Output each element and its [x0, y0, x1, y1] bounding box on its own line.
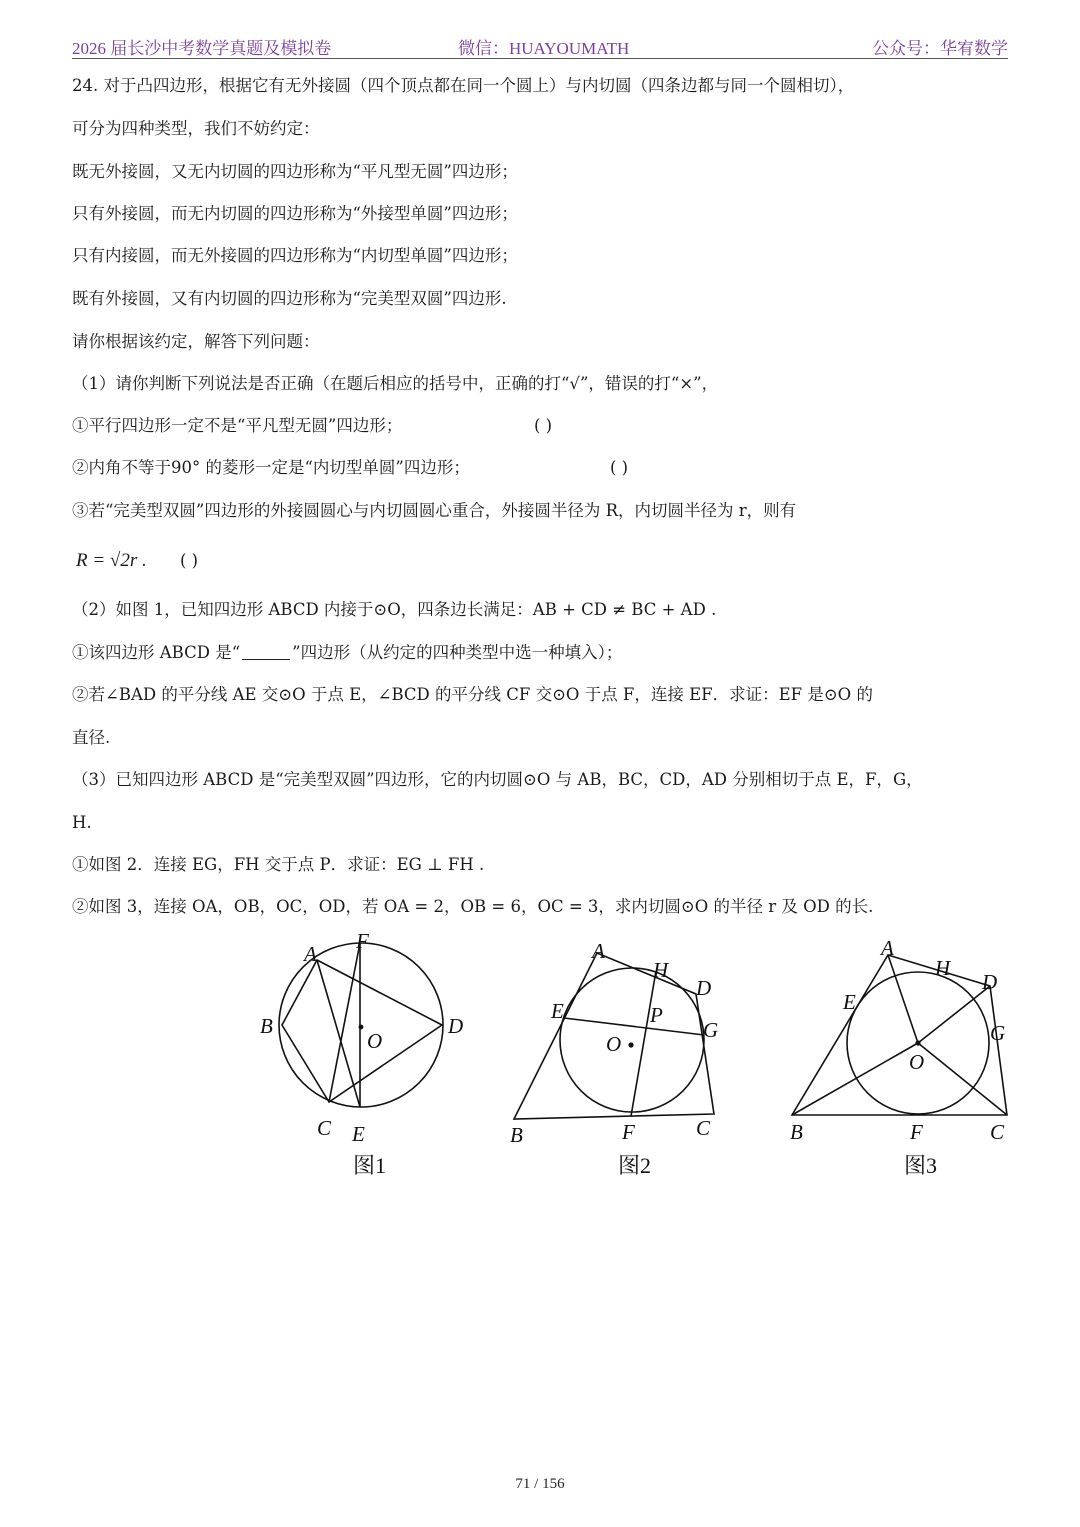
label-e: E — [551, 999, 564, 1023]
segment-ob — [792, 1043, 918, 1115]
label-e: E — [843, 990, 856, 1014]
label-f: F — [910, 1120, 923, 1144]
label-o: O — [606, 1032, 622, 1056]
label-c: C — [317, 1116, 332, 1140]
segment-fh — [631, 971, 656, 1116]
part-2-heading: （2）如图 1，已知四边形 ABCD 内接于⊙O，四条边长满足：AB + CD ≠ BC + AD . — [72, 600, 717, 619]
part-1-item-3: ③若“完美型双圆”四边形的外接圆圆心与内切圆圆心重合，外接圆半径为 R，内切圆半径为 r，则有 — [72, 501, 797, 520]
label-h: H — [653, 958, 669, 982]
problem-intro-cont: 可分为四种类型，我们不妨约定： — [72, 119, 320, 138]
label-e: E — [352, 1122, 365, 1146]
label-o: O — [909, 1050, 925, 1074]
answer-blank — [242, 643, 290, 660]
caption-fig-1: 图1 — [353, 1153, 387, 1178]
label-b: B — [790, 1120, 803, 1144]
answer-paren-3: ( ) — [180, 551, 199, 570]
definition-1: 既无外接圆，又无内切圆的四边形称为“平凡型无圆”四边形； — [72, 162, 518, 181]
figure-2 — [500, 925, 750, 1185]
segment-eg — [564, 1018, 704, 1035]
figures-row — [245, 925, 1025, 1185]
answer-paren-1: ( ) — [534, 416, 553, 435]
segment-oc — [918, 1043, 1007, 1115]
label-c: C — [990, 1120, 1005, 1144]
header-wechat: 微信：HUAYOUMATH — [458, 39, 630, 58]
bisector-ae — [317, 960, 360, 1107]
figure-1 — [245, 925, 485, 1185]
equation-r: R = √2r . — [76, 550, 147, 571]
label-a: A — [592, 939, 605, 963]
quadrilateral-abcd — [792, 955, 1007, 1115]
label-d: D — [982, 970, 998, 994]
incircle — [560, 968, 704, 1112]
segment-oa — [888, 955, 918, 1043]
part-2-item-2: ②若∠BAD 的平分线 AE 交⊙O 于点 E，∠BCD 的平分线 CF 交⊙O 于点 F，连接 EF．求证：EF 是⊙O 的 — [72, 685, 873, 704]
quadrilateral-abcd — [282, 960, 442, 1102]
label-c: C — [696, 1116, 711, 1140]
label-p: P — [650, 1003, 663, 1027]
label-h: H — [935, 956, 951, 980]
label-f: F — [622, 1120, 635, 1144]
segment-od — [918, 986, 990, 1043]
part-3-heading-cont: H. — [72, 813, 92, 832]
part-1-heading: （1）请你判断下列说法是否正确（在题后相应的括号中，正确的打“√”，错误的打“×”， — [72, 374, 719, 393]
label-o: O — [367, 1029, 383, 1053]
header-title: 2026 届长沙中考数学真题及模拟卷 — [72, 39, 332, 58]
label-g: G — [703, 1018, 719, 1042]
figure-3 — [780, 925, 1030, 1185]
definition-3: 只有内接圆，而无外接圆的四边形称为“内切型单圆”四边形； — [72, 246, 518, 265]
label-b: B — [260, 1014, 273, 1038]
label-f: F — [356, 929, 369, 953]
answer-paren-2: ( ) — [610, 458, 629, 477]
bisector-cf — [329, 943, 360, 1102]
part-3-item-2: ②如图 3，连接 OA，OB，OC，OD，若 OA = 2，OB = 6，OC = 3，求内切圆⊙O 的半径 r 及 OD 的长. — [72, 897, 874, 916]
definition-4: 既有外接圆，又有内切圆的四边形称为“完美型双圆”四边形. — [72, 289, 507, 308]
center-point — [915, 1040, 920, 1045]
header-account: 公众号：华宥数学 — [872, 39, 1008, 58]
label-g: G — [990, 1021, 1006, 1045]
header-divider — [72, 58, 1008, 59]
part-3-item-1: ①如图 2．连接 EG，FH 交于点 P．求证：EG ⊥ FH . — [72, 855, 485, 874]
label-a: A — [881, 936, 894, 960]
part-1-item-2: ②内角不等于90° 的菱形一定是“内切型单圆”四边形； — [72, 458, 470, 477]
instruction: 请你根据该约定，解答下列问题： — [72, 332, 320, 351]
page-header — [72, 34, 1008, 58]
part-2-item-2-cont: 直径. — [72, 728, 111, 747]
center-point — [628, 1042, 633, 1047]
label-a: A — [304, 942, 317, 966]
part-3-heading: （3）已知四边形 ABCD 是“完美型双圆”四边形，它的内切圆⊙O 与 AB，BC，CD，AD 分别相切于点 E，F，G， — [72, 770, 923, 789]
label-d: D — [448, 1014, 464, 1038]
caption-fig-2: 图2 — [618, 1153, 652, 1178]
part-2-item-1-end: ”四边形（从约定的四种类型中选一种填入）； — [292, 643, 623, 662]
part-2-item-1-start: ①该四边形 ABCD 是“ — [72, 643, 241, 662]
label-d: D — [696, 976, 712, 1000]
page-number: 71 / 156 — [515, 1476, 565, 1492]
part-1-item-1: ①平行四边形一定不是“平凡型无圆”四边形； — [72, 416, 403, 435]
label-b: B — [510, 1123, 523, 1147]
definition-2: 只有外接圆，而无内切圆的四边形称为“外接型单圆”四边形； — [72, 204, 518, 223]
caption-fig-3: 图3 — [904, 1153, 938, 1178]
part-2-item-1 — [72, 643, 622, 663]
problem-intro: 24. 对于凸四边形，根据它有无外接圆（四个顶点都在同一个圆上）与内切圆（四条边都与同一个圆相切）， — [72, 76, 855, 95]
center-point — [359, 1025, 364, 1030]
